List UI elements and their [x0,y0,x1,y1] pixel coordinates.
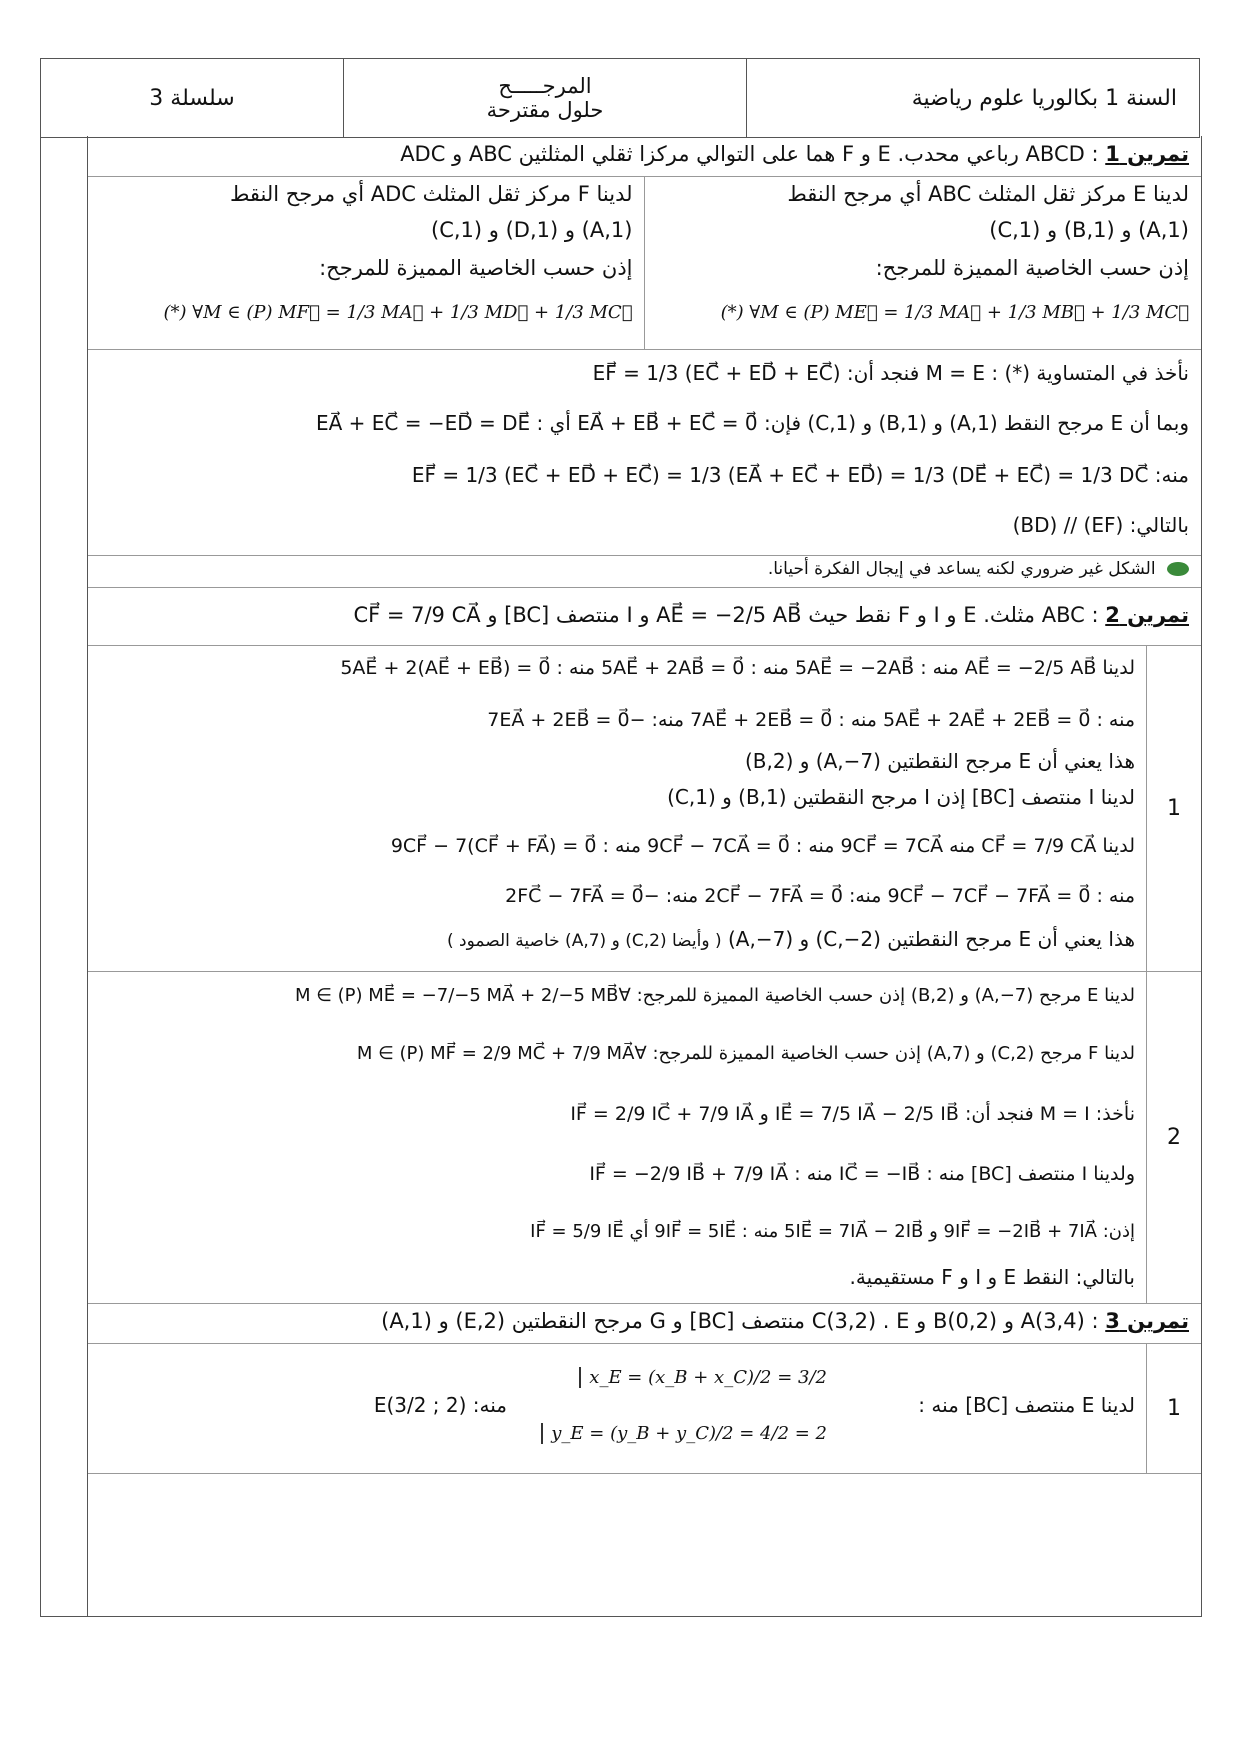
ex2-p1-l1: لدينا AE⃗ = −2/5 AB⃗ منه : 5AE⃗ = −2AB⃗ منه : 5AE⃗ + 2AB⃗ = 0⃗ منه : 5AE⃗ + 2(AE⃗ + EB⃗) = 0⃗ [340,657,1135,679]
ex3-statement-row [88,1303,1201,1344]
speech-bubble-icon [1167,562,1189,576]
content-area [88,136,1201,1616]
ex1-right-col [644,176,1202,349]
ex1-note-row [88,555,1201,588]
ex2-part2-number: 2 [1146,971,1201,1303]
ex2-p1-l5: لدينا CF⃗ = 7/9 CA⃗ منه 9CF⃗ = 7CA⃗ منه : 9CF⃗ − 7CA⃗ = 0⃗ منه : 9CF⃗ − 7(CF⃗ + FA⃗) = 0⃗ [390,835,1135,857]
subject-cell [344,59,747,138]
content-frame [40,136,1202,1617]
ex3-part1-row [88,1343,1201,1474]
ex1-left-l4: (*) ∀M ∈ (P) MF⃗ = 1/3 MA⃗ + 1/3 MD⃗ + 1/3 MC⃗ [163,302,633,323]
ex2-p1-l7b: ( وأيضا (C,2) و (A,7) خاصية الصمود ) [447,931,722,951]
ex1-label: تمرين 1 [1105,142,1189,166]
ex1-left-col [88,176,645,349]
ex2-p2-l1: لدينا E مرجح (A,−7) و (B,2) إذن حسب الخاصية المميزة للمرجح: ∀M ∈ (P) ME⃗ = −7/−5 MA⃗ + 2/−5 MB⃗ [294,985,1135,1006]
ex2-p1-l3: هذا يعني أن E مرجح النقطتين (A,−7) و (B,2) [744,749,1135,773]
ex2-part2-row [88,971,1201,1304]
ex2-statement: : ABC مثلث. E و I و F نقط حيث AE⃗ = −2/5 AB⃗ و I منتصف [BC] و CF⃗ = 7/9 CA⃗ [353,603,1099,627]
ex1-right-l3: إذن حسب الخاصية المميزة للمرجح: [875,256,1189,280]
ex1-left-l3: إذن حسب الخاصية المميزة للمرجح: [319,256,633,280]
ex1-statement: : ABCD رباعي محدب. E و F هما على التوالي مركزا ثقلي المثلثين ABC و ADC [400,142,1099,166]
ex1-s2: وبما أن E مرجح النقط (A,1) و (B,1) و (C,1) فإن: EA⃗ + EB⃗ + EC⃗ = 0⃗ أي : EA⃗ + EC⃗ = −ED⃗ = DE⃗ [316,411,1189,435]
ex1-solution-row [88,349,1201,556]
ex2-part1-body [88,645,1147,971]
ex1-note: الشكل غير ضروري لكنه يساعد في إيجال الفكرة أحيانا. [767,559,1156,579]
ex1-columns-row [88,176,1201,350]
ex2-p1-l7: هذا يعني أن E مرجح النقطتين (C,−2) و (A,−7) [727,927,1135,951]
ex1-s4: بالتالي: (EF) // (BD) [1012,513,1189,537]
ex1-s3: منه: EF⃗ = 1/3 (EC⃗ + ED⃗ + EC⃗) = 1/3 (EA⃗ + EC⃗ + ED⃗) = 1/3 (DE⃗ + EC⃗) = 1/3 DC⃗ [411,463,1189,487]
subject-title: المرجـــــح [498,74,592,98]
ex2-p1-l4: لدينا I منتصف [BC] إذن I مرجح النقطتين (B,1) و (C,1) [667,785,1135,809]
ex3-p1-sys2: y_E = (y_B + y_C)/2 = 4/2 = 2 [541,1423,827,1444]
ex3-part1-number: 1 [1146,1343,1201,1473]
ex3-statement: : A(3,4) و B(0,2) و C(3,2) . E منتصف [BC] و G مرجح النقطتين (E,2) و (A,1) [381,1309,1099,1333]
ex2-p2-l6: بالتالي: النقط E و I و F مستقيمية. [849,1265,1135,1289]
ex3-p1-l1: لدينا E منتصف [BC] منه : [918,1393,1135,1417]
margin-strip [41,136,88,1616]
ex3-p1-res: منه: E(3/2 ; 2) [373,1393,507,1417]
ex2-part1-row [88,645,1201,972]
ex2-part1-number: 1 [1146,645,1201,971]
ex1-right-l4: (*) ∀M ∈ (P) ME⃗ = 1/3 MA⃗ + 1/3 MB⃗ + 1/3 MC⃗ [720,302,1189,323]
ex1-right-l2: (A,1) و (B,1) و (C,1) [989,218,1189,242]
ex3-label: تمرين 3 [1105,1309,1189,1333]
ex1-s1: نأخذ في المتساوية (*) : M = E فنجد أن: EF⃗ = 1/3 (EC⃗ + ED⃗ + EC⃗) [592,361,1189,385]
ex2-p2-l4: ولدينا I منتصف [BC] منه : IC⃗ = −IB⃗ منه : IF⃗ = −2/9 IB⃗ + 7/9 IA⃗ [589,1163,1135,1185]
ex3-part1-body [88,1343,1147,1473]
ex2-label: تمرين 2 [1105,603,1189,627]
ex2-statement-row [88,587,1201,646]
subject-subtitle: حلول مقترحة [486,98,604,122]
series-title: سلسلة 3 [41,59,344,138]
ex3-p1-sys1: x_E = (x_B + x_C)/2 = 3/2 [579,1367,827,1388]
ex1-statement-row [88,136,1201,177]
ex2-p1-l6: منه : 9CF⃗ − 7CF⃗ − 7FA⃗ = 0⃗ منه: 2CF⃗ − 7FA⃗ = 0⃗ منه: −2FC⃗ − 7FA⃗ = 0⃗ [505,885,1135,907]
ex2-p1-l2: منه : 5AE⃗ + 2AE⃗ + 2EB⃗ = 0⃗ منه : 7AE⃗ + 2EB⃗ = 0⃗ منه: −7EA⃗ + 2EB⃗ = 0⃗ [487,709,1135,731]
ex2-p2-l2: لدينا F مرجح (C,2) و (A,7) إذن حسب الخاصية المميزة للمرجح: ∀M ∈ (P) MF⃗ = 2/9 MC⃗ + 7/9 MA⃗ [356,1043,1135,1064]
ex1-left-l1: لدينا F مركز ثقل المثلث ADC أي مرجح النقط [229,182,633,206]
level-title: السنة 1 بكالوريا علوم رياضية [747,59,1200,138]
header-table [40,58,1200,138]
ex2-p2-l5: إذن: 9IF⃗ = −2IB⃗ + 7IA⃗ و 5IE⃗ = 7IA⃗ − 2IB⃗ منه : 9IF⃗ = 5IE⃗ أي IF⃗ = 5/9 IE⃗ [530,1221,1135,1242]
ex2-part2-body [88,971,1147,1303]
ex2-p2-l3: نأخذ: M = I فنجد أن: IE⃗ = 7/5 IA⃗ − 2/5 IB⃗ و IF⃗ = 2/9 IC⃗ + 7/9 IA⃗ [570,1103,1135,1125]
ex1-right-l1: لدينا E مركز ثقل المثلث ABC أي مرجح النقط [787,182,1189,206]
ex1-left-l2: (A,1) و (D,1) و (C,1) [430,218,633,242]
